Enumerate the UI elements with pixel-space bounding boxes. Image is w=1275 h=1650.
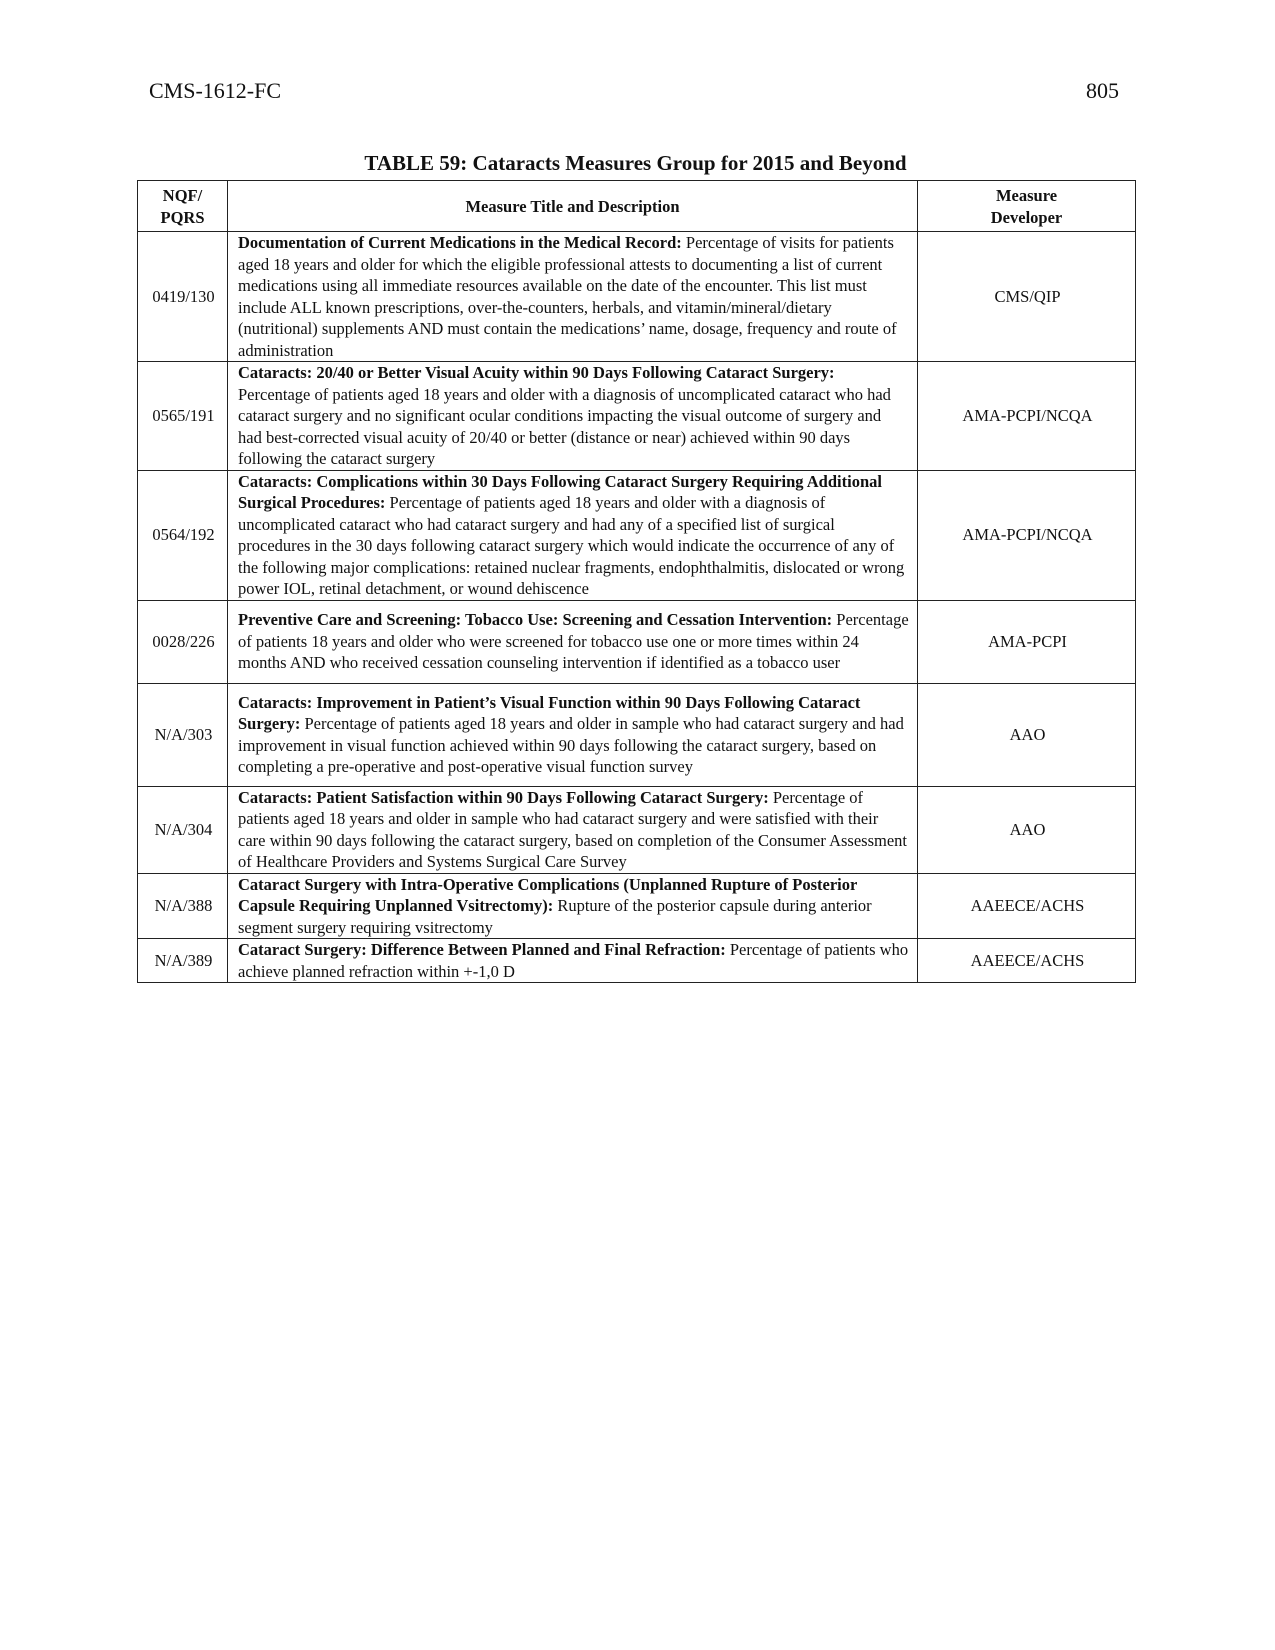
measure-description-cell (228, 232, 918, 362)
measure-description-cell (228, 470, 918, 600)
table-row (138, 786, 1136, 873)
measure-developer: AMA-PCPI (918, 600, 1136, 683)
measure-description: Percentage of patients aged 18 years and older with a diagnosis of uncomplicated cataract who had cataract surgery and no significant ocular conditions impacting the visual outcome of surgery and had best-corrected visual acuity of 20/40 or better (distance or near) achieved within 90 days following the cataract surgery (238, 384, 891, 468)
table-header-row (138, 181, 1136, 232)
measure-description-cell (228, 873, 918, 939)
column-header-developer-line1: Measure (995, 186, 1058, 205)
measure-code: N/A/303 (138, 683, 228, 786)
measure-title: Cataracts: Complications within 30 Days Following Cataract Surgery Requiring Additional Surgical Procedures: (238, 471, 882, 512)
table-row (138, 939, 1136, 983)
measure-description-cell (228, 600, 918, 683)
measure-description-cell (228, 786, 918, 873)
measure-code: 0565/191 (138, 362, 228, 471)
measure-title: Cataracts: Improvement in Patient’s Visual Function within 90 Days Following Cataract Surgery: (238, 692, 861, 733)
measure-code: 0564/192 (138, 470, 228, 600)
measure-title: Preventive Care and Screening: Tobacco Use: Screening and Cessation Intervention: (238, 610, 833, 630)
measure-title: Cataracts: Patient Satisfaction within 90 Days Following Cataract Surgery: (238, 787, 769, 807)
measure-code: 0028/226 (138, 600, 228, 683)
measure-title: Cataract Surgery with Intra-Operative Complications (Unplanned Rupture of Posterior Capsule Requiring Unplanned Vsitrectomy): (238, 874, 858, 915)
column-header-code (138, 181, 228, 232)
measure-description: Percentage of patients aged 18 years and older in sample who had cataract surgery and had improvement in visual function achieved within 90 days following the cataract surgery, based on completing a pre-operative and post-operative visual function survey (238, 714, 904, 776)
measure-developer: AMA-PCPI/NCQA (918, 362, 1136, 471)
measure-description: Percentage of patients aged 18 years and older with a diagnosis of uncomplicated cataract who had cataract surgery and had any of a specified list of surgical procedures in the 30 days following cataract surgery which would indicate the occurrence of any of the following major complications: retained nuclear fragments, endophthalmitis, dislocated or wrong power IOL, retinal detachment, or wound dehiscence (238, 493, 905, 598)
table-title: TABLE 59: Cataracts Measures Group for 2015 and Beyond (364, 151, 907, 175)
column-header-title: Measure Title and Description (228, 181, 918, 232)
table-row (138, 232, 1136, 362)
measures-table (137, 180, 1136, 983)
measure-description: Percentage of patients who achieve planned refraction within +-1,0 D (238, 940, 909, 981)
column-header-code-line1: NQF/ (162, 186, 203, 205)
measure-description-cell (228, 683, 918, 786)
measure-developer: CMS/QIP (918, 232, 1136, 362)
measure-description-cell (228, 362, 918, 471)
measure-description: Percentage of visits for patients aged 18 years and older for which the eligible professional attests to documenting a list of current medications using all immediate resources available on the date of the encounter. This list must include ALL known prescriptions, over-the-counters, herbals, and vitamin/mineral/dietary (nutritional) supplements AND must contain the medications’ name, dosage, frequency and route of administration (238, 233, 897, 360)
table-row (138, 470, 1136, 600)
measure-developer: AAEECE/ACHS (918, 939, 1136, 983)
measure-description: Percentage of patients 18 years and older who were screened for tobacco use one or more times within 24 months AND who received cessation counseling intervention if identified as a tobacco user (238, 610, 909, 673)
measure-developer: AMA-PCPI/NCQA (918, 470, 1136, 600)
table-row (138, 362, 1136, 471)
measure-description: Rupture of the posterior capsule during anterior segment surgery requiring vsitrectomy (238, 896, 872, 937)
column-header-code-line2: PQRS (160, 207, 205, 227)
column-header-developer (918, 181, 1136, 232)
measure-title: Cataracts: 20/40 or Better Visual Acuity within 90 Days Following Cataract Surgery: (238, 363, 835, 382)
column-header-developer-line2: Developer (990, 207, 1063, 227)
measure-code: N/A/389 (138, 939, 228, 983)
measure-description: Percentage of patients aged 18 years and older in sample who had cataract surgery and were satisfied with their care within 90 days following the cataract surgery, based on completion of the Consumer Assessment of Healthcare Providers and Systems Surgical Care Survey (238, 787, 908, 871)
measure-code: N/A/388 (138, 873, 228, 939)
measure-code: N/A/304 (138, 786, 228, 873)
measure-title: Cataract Surgery: Difference Between Planned and Final Refraction: (238, 940, 726, 959)
measure-title: Documentation of Current Medications in the Medical Record: (238, 233, 682, 252)
page-number: 805 (1086, 78, 1119, 103)
measure-developer: AAO (918, 786, 1136, 873)
measure-developer: AAEECE/ACHS (918, 873, 1136, 939)
measure-code: 0419/130 (138, 232, 228, 362)
document-id: CMS-1612-FC (149, 78, 282, 103)
page-header (149, 76, 1119, 106)
table-row (138, 683, 1136, 786)
measure-description-cell (228, 939, 918, 983)
table-row (138, 873, 1136, 939)
table-row (138, 600, 1136, 683)
measure-developer: AAO (918, 683, 1136, 786)
